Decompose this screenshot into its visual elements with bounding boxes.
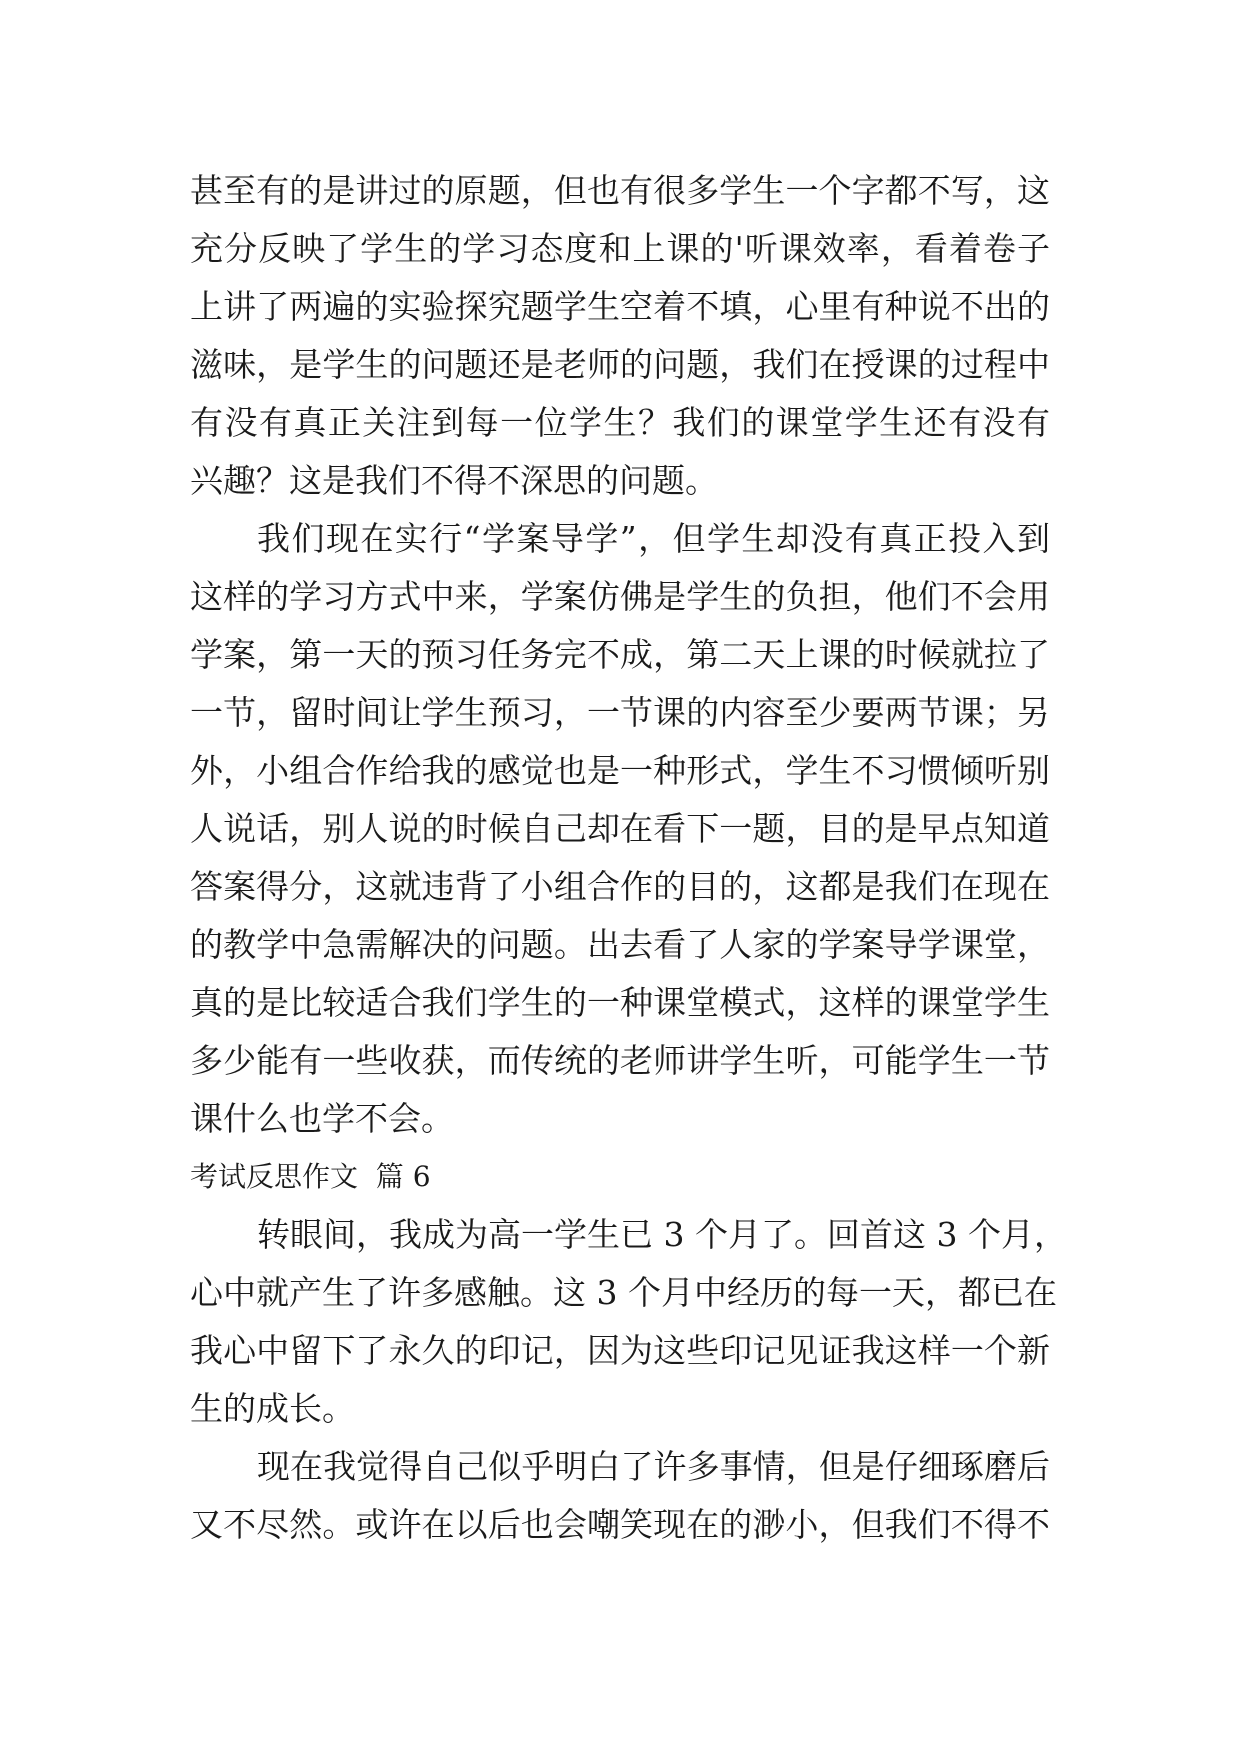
text-line: 上讲了两遍的实验探究题学生空着不填，心里有种说不出的 [190, 287, 1050, 326]
text-line: 转眼间，我成为高一学生已 3 个月了。回首这 3 个月， [257, 1215, 1067, 1254]
paragraph [190, 510, 1050, 1148]
text-line: 一节，留时间让学生预习，一节课的内容至少要两节课；另 [190, 693, 1050, 732]
text-line: 课什么也学不会。 [190, 1099, 454, 1138]
text-line: 真的是比较适合我们学生的一种课堂模式，这样的课堂学生 [190, 983, 1050, 1022]
text-line: 多少能有一些收获，而传统的老师讲学生听，可能学生一节 [190, 1041, 1050, 1080]
text-line: 有没有真正关注到每一位学生？我们的课堂学生还有没有 [190, 403, 1050, 442]
text-line: 学案，第一天的预习任务完不成，第二天上课的时候就拉了 [190, 635, 1050, 674]
document-body [190, 162, 1067, 1554]
text-line: 心中就产生了许多感触。这 3 个月中经历的每一天，都已在 [190, 1273, 1057, 1312]
text-line: 又不尽然。或许在以后也会嘲笑现在的渺小，但我们不得不 [190, 1505, 1050, 1544]
text-line: 人说话，别人说的时候自己却在看下一题，目的是早点知道 [190, 809, 1050, 848]
section-heading: 考试反思作文 篇 6 [190, 1160, 431, 1193]
paragraph [190, 162, 1050, 510]
text-line: 我心中留下了永久的印记，因为这些印记见证我这样一个新 [190, 1331, 1050, 1370]
paragraph [190, 1206, 1067, 1438]
text-line: 甚至有的是讲过的原题，但也有很多学生一个字都不写，这 [190, 171, 1050, 210]
text-line: 答案得分，这就违背了小组合作的目的，这都是我们在现在 [190, 867, 1050, 906]
text-line: 兴趣？这是我们不得不深思的问题。 [190, 461, 718, 500]
text-line: 外，小组合作给我的感觉也是一种形式，学生不习惯倾听别 [190, 751, 1050, 790]
text-line: 滋味，是学生的问题还是老师的问题，我们在授课的过程中 [190, 345, 1050, 384]
paragraph [190, 1438, 1050, 1554]
text-line: 我们现在实行“学案导学”，但学生却没有真正投入到 [257, 519, 1050, 558]
text-line: 这样的学习方式中来，学案仿佛是学生的负担，他们不会用 [190, 577, 1050, 616]
text-line: 的教学中急需解决的问题。出去看了人家的学案导学课堂， [190, 925, 1050, 964]
text-line: 充分反映了学生的学习态度和上课的'听课效率，看着卷子 [190, 229, 1050, 268]
text-line: 生的成长。 [190, 1389, 355, 1428]
text-line: 现在我觉得自己似乎明白了许多事情，但是仔细琢磨后 [257, 1447, 1050, 1486]
